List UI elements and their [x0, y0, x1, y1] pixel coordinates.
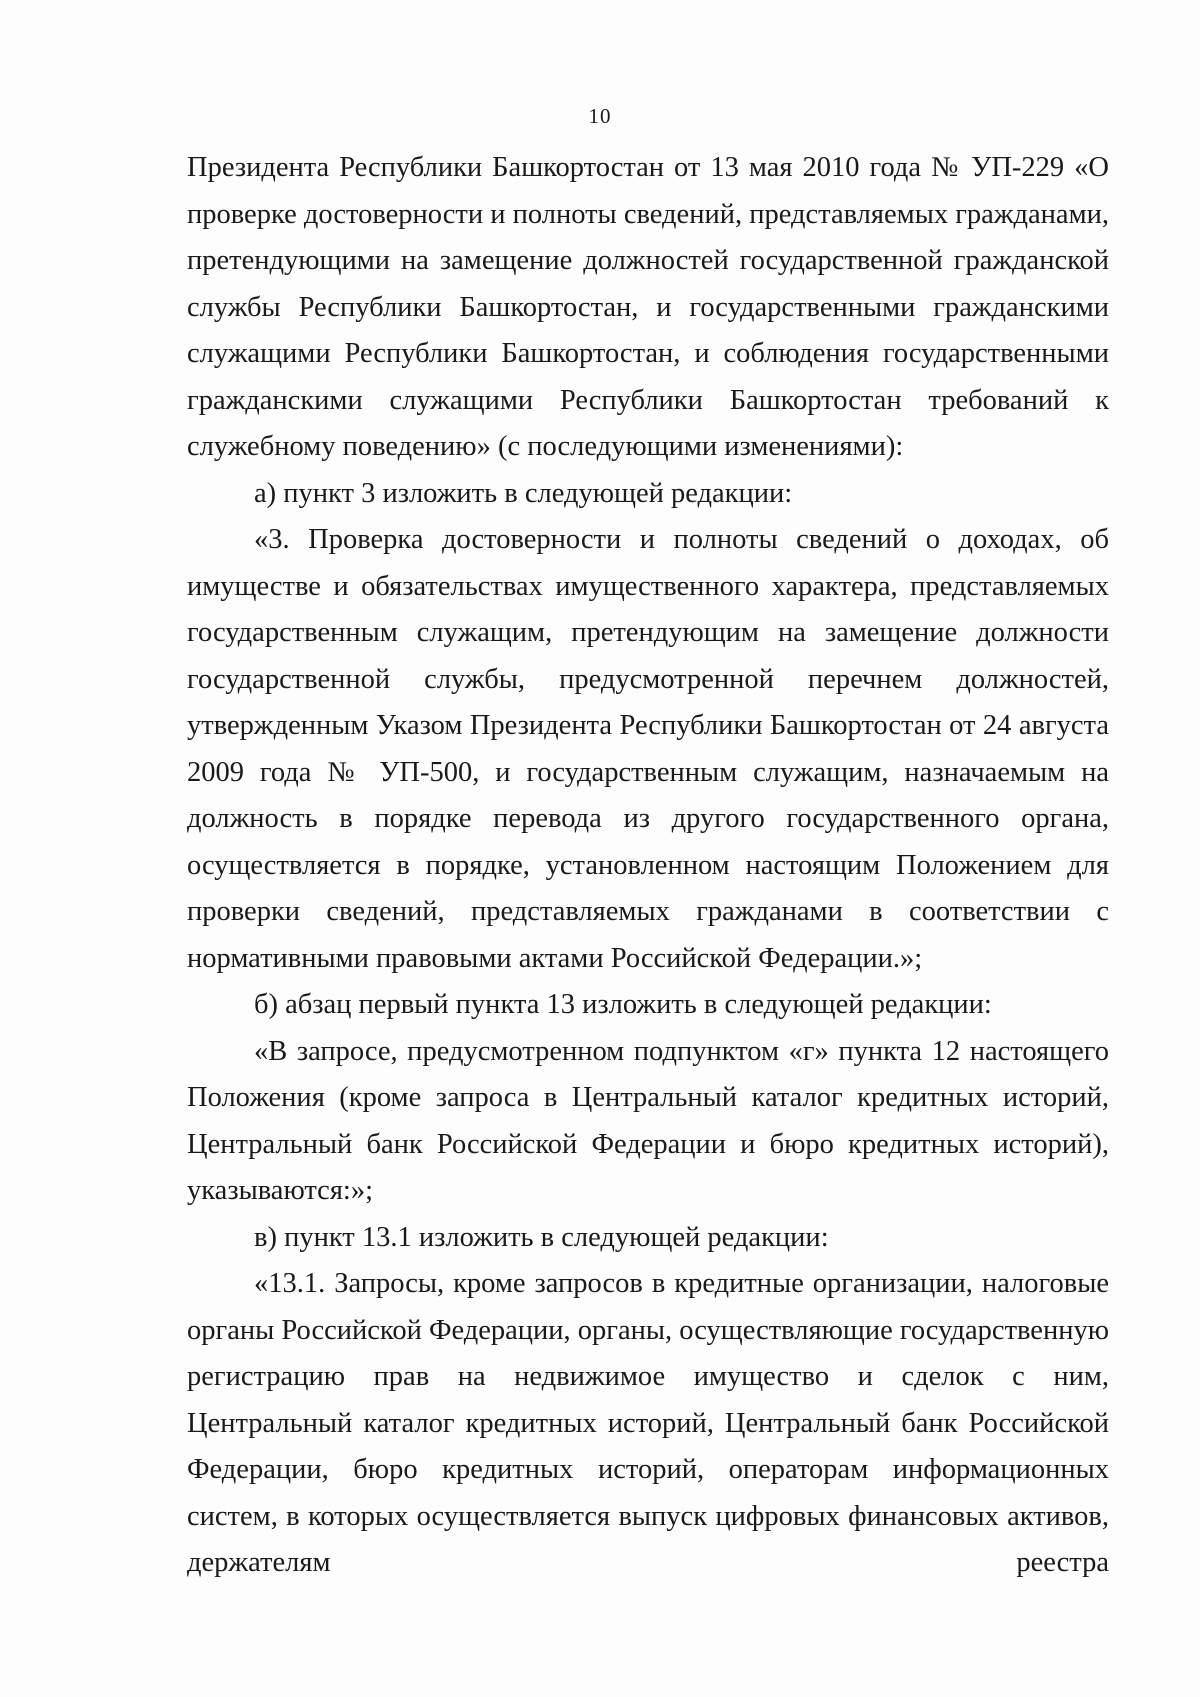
- paragraph-clause-13-request: «В запросе, предусмотренном подпунктом «г» пункта 12 настоящего Положения (кроме запроса в Центральный каталог кредитных историй, Центральный банк Российской Федерации и бюро кредитных историй), указываются:»;: [187, 1035, 1109, 1206]
- document-body: [187, 145, 1109, 1587]
- paragraph-item-v: в) пункт 13.1 изложить в следующей редакции:: [254, 1221, 829, 1253]
- paragraph-item-a: а) пункт 3 изложить в следующей редакции:: [254, 477, 793, 509]
- paragraph-clause-3: «3. Проверка достоверности и полноты сведений о доходах, об имуществе и обязательствах имущественного характера, представляемых государственным служащим, претендующим на замещение должности государственной службы, предусмотренной перечнем должностей, утвержденным Указом Президента Республики Башкортостан от 24 августа 2009 года № УП-500, и государственным служащим, назначаемым на должность в порядке перевода из другого государственного органа, осуществляется в порядке, установленном настоящим Положением для проверки сведений, представляемых гражданами в соответствии с нормативными правовыми актами Российской Федерации.»;: [187, 524, 1109, 974]
- page-number: 10: [588, 104, 612, 128]
- paragraph-item-b: б) абзац первый пункта 13 изложить в следующей редакции:: [254, 989, 992, 1020]
- paragraph-clause-13-1: «13.1. Запросы, кроме запросов в кредитные организации, налоговые органы Российской Федерации, органы, осуществляющие государственную регистрацию прав на недвижимое имущество и сделок с ним, Центральный каталог кредитных историй, Центральный банк Российской Федерации, бюро кредитных историй, операторам информационных систем, в которых осуществляется выпуск цифровых финансовых активов, держателям реестра: [187, 1268, 1110, 1578]
- paragraph-decree-reference: Президента Республики Башкортостан от 13 мая 2010 года № УП-229 «О проверке достоверности и полноты сведений, представляемых гражданами, претендующими на замещение должностей государственной гражданской службы Республики Башкортостан, и государственными гражданскими служащими Республики Башкортостан, и соблюдения государственными гражданскими служащими Республики Башкортостан требований к служебному поведению» (с последующими изменениями):: [187, 152, 1109, 462]
